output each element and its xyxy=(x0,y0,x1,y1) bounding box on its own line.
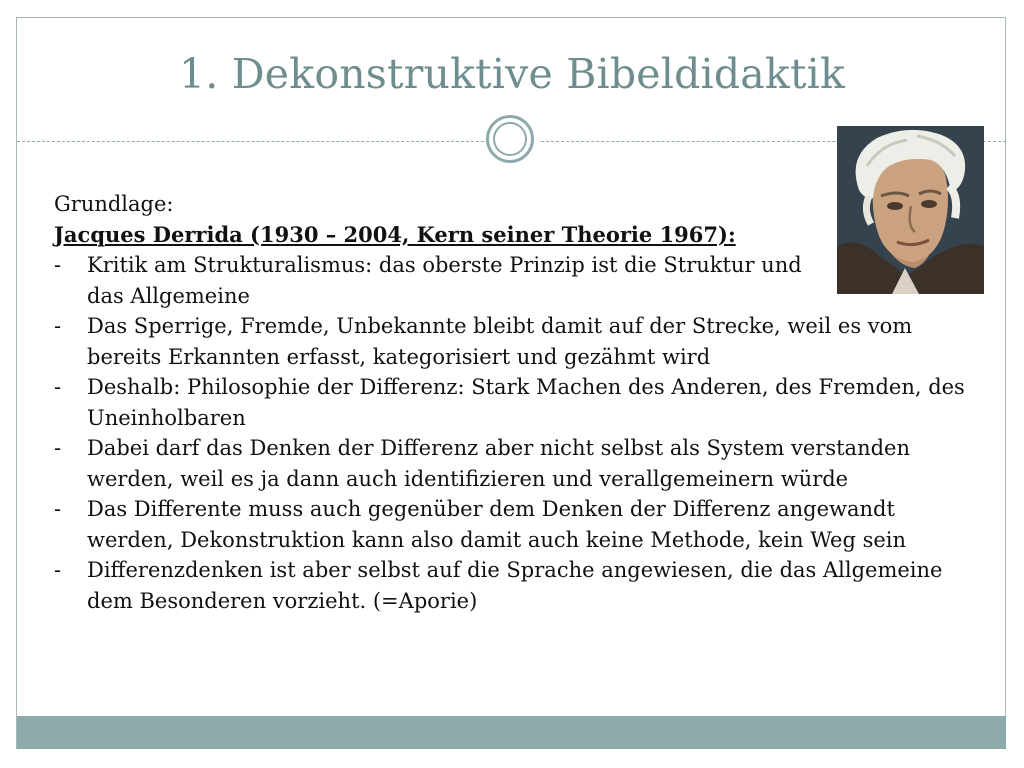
list-item xyxy=(54,433,984,494)
derrida-heading: Jacques Derrida (1930 – 2004, Kern seiner Theorie 1967): xyxy=(54,221,736,247)
bullet-marker: - xyxy=(54,558,62,582)
list-item xyxy=(54,372,984,433)
list-item xyxy=(54,494,984,555)
bullet-marker: - xyxy=(54,375,62,399)
bullet-text: Das Sperrige, Fremde, Unbekannte bleibt damit auf der Strecke, weil es vom bereits Erkannten erfasst, kategorisiert und gezähmt wird xyxy=(87,314,913,369)
circle-ornament-icon xyxy=(486,115,534,163)
title-divider-left xyxy=(17,141,484,142)
slide-body xyxy=(54,189,984,616)
list-item xyxy=(54,250,984,311)
bullet-text: Deshalb: Philosophie der Differenz: Stark Machen des Anderen, des Fremden, des Uneinholbaren xyxy=(87,375,965,430)
bullet-text: Kritik am Strukturalismus: das oberste Prinzip ist die Struktur und das Allgemeine xyxy=(87,253,802,308)
bullet-text: Differenzdenken ist aber selbst auf die Sprache angewiesen, die das Allgemeine dem Besonderen vorzieht. (=Aporie) xyxy=(87,558,943,613)
bullet-text: Dabei darf das Denken der Differenz aber nicht selbst als System verstanden werden, weil es ja dann auch identifizieren und verallgemeinern würde xyxy=(87,436,910,491)
list-item xyxy=(54,555,984,616)
bullet-marker: - xyxy=(54,436,62,460)
list-item xyxy=(54,311,984,372)
bullet-marker: - xyxy=(54,497,62,521)
bullet-text: Das Differente muss auch gegenüber dem Denken der Differenz angewandt werden, Dekonstruktion kann also damit auch keine Methode, kein Weg sein xyxy=(87,497,907,552)
footer-bar xyxy=(17,716,1006,749)
circle-ornament-inner xyxy=(493,122,527,156)
bullet-marker: - xyxy=(54,314,62,338)
slide-title: 1. Dekonstruktive Bibeldidaktik xyxy=(178,50,846,98)
intro-label: Grundlage: xyxy=(54,192,174,216)
bullet-marker: - xyxy=(54,253,62,277)
